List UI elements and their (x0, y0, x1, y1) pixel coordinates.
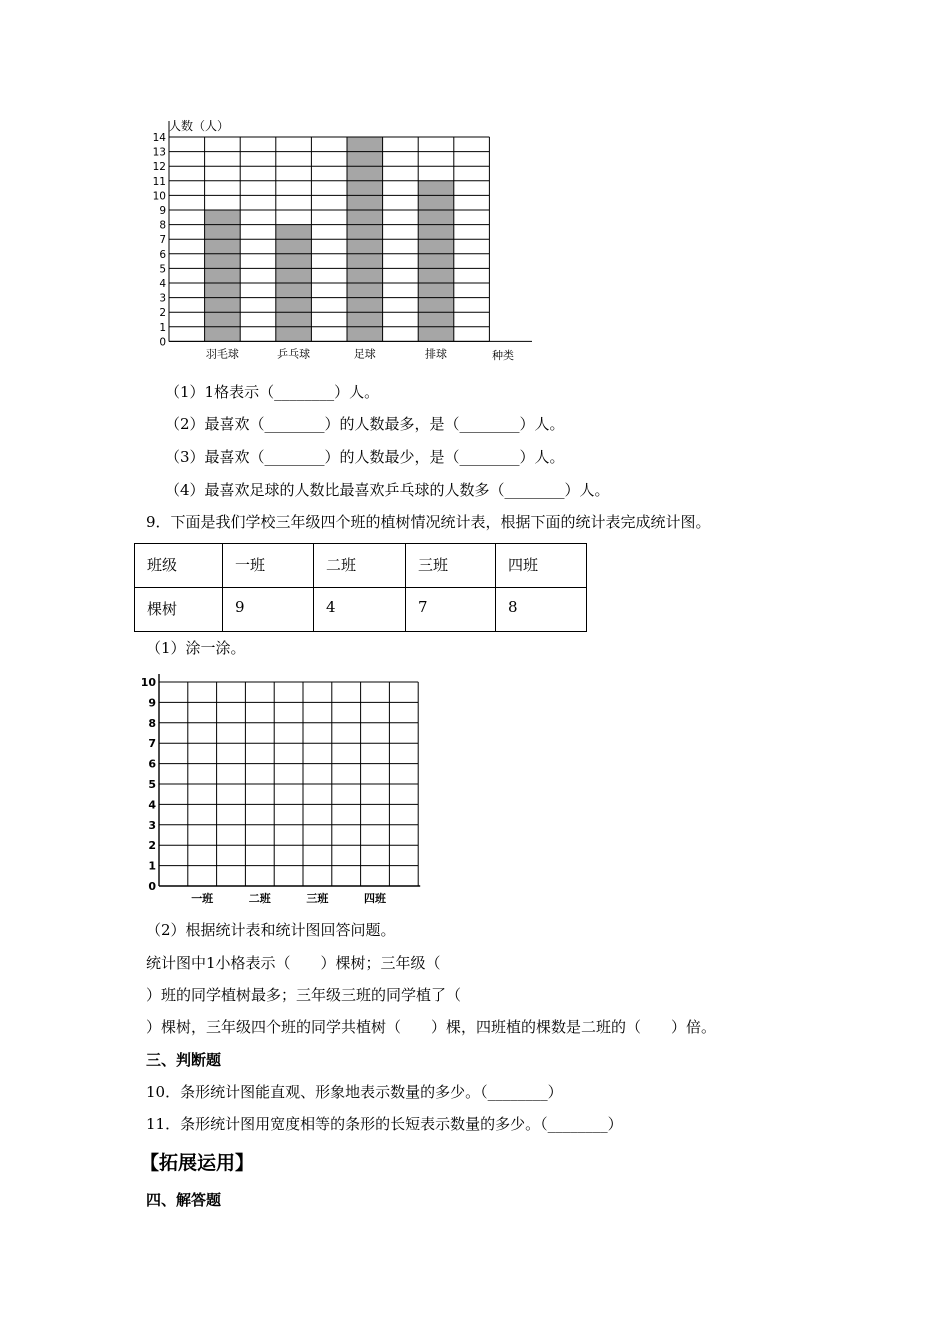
y-tick-label: 11 (152, 175, 166, 188)
section-3-heading: 三、判断题 (146, 1051, 222, 1069)
y-tick-label: 12 (152, 161, 166, 174)
y-tick-label: 7 (148, 737, 156, 751)
x-category-label: 排球 (425, 347, 447, 361)
table-cell: 4 (314, 588, 406, 632)
y-tick-label: 6 (159, 248, 166, 261)
x-category-label: 一班 (191, 892, 214, 905)
y-tick-label: 0 (148, 880, 156, 893)
y-tick-label: 10 (140, 676, 156, 689)
q8-subquestion-3: （3）最喜欢（________）的人数最少，是（________）人。 (165, 448, 565, 466)
y-tick-label: 5 (148, 778, 156, 791)
x-category-label: 二班 (248, 892, 271, 905)
table-row (135, 544, 587, 588)
q8-subquestion-1: （1）1格表示（________）人。 (165, 383, 380, 401)
y-tick-label: 13 (152, 146, 166, 159)
x-category-label: 羽毛球 (205, 347, 239, 361)
y-tick-label: 4 (148, 798, 156, 812)
q9-answer-line-1: 统计图中1小格表示（ ）棵树；三年级（ (146, 954, 441, 972)
q9-answer-line-2: ）班的同学植树最多；三年级三班的同学植了（ (146, 986, 462, 1004)
bar-1 (205, 210, 241, 341)
table-cell: 班级 (135, 544, 223, 588)
q9-part-2: （2）根据统计表和统计图回答问题。 (146, 921, 396, 939)
q8-subquestion-4: （4）最喜欢足球的人数比最喜欢乒乓球的人数多（________）人。 (165, 481, 610, 499)
x-axis-label: 种类 (492, 349, 514, 362)
q9-title: 9．下面是我们学校三年级四个班的植树情况统计表，根据下面的统计表完成统计图。 (146, 513, 711, 531)
x-category-label: 乒乓球 (277, 347, 311, 361)
y-tick-label: 6 (148, 757, 156, 771)
y-tick-label: 8 (159, 219, 166, 232)
q10: 10．条形统计图能直观、形象地表示数量的多少。（________） (146, 1083, 563, 1101)
table-cell: 7 (406, 588, 496, 632)
q8-subquestion-2: （2）最喜欢（________）的人数最多，是（________）人。 (165, 415, 565, 433)
x-category-label: 足球 (353, 347, 376, 361)
y-tick-label: 7 (159, 234, 166, 247)
section-4-heading: 四、解答题 (146, 1191, 222, 1209)
y-tick-label: 5 (159, 263, 166, 276)
y-tick-label: 9 (148, 696, 156, 710)
y-tick-label: 10 (152, 190, 166, 203)
x-category-label: 四班 (364, 892, 386, 905)
table-cell: 棵树 (135, 588, 223, 632)
table-cell: 8 (496, 588, 587, 632)
tree-grid-chart (140, 672, 430, 908)
x-category-label: 三班 (306, 892, 329, 905)
extension-heading: 【拓展运用】 (140, 1152, 255, 1174)
y-tick-label: 1 (148, 859, 156, 873)
bar-4 (418, 181, 454, 342)
table-cell: 二班 (314, 544, 406, 588)
y-tick-label: 3 (159, 292, 166, 305)
y-tick-label: 0 (159, 336, 166, 349)
y-tick-label: 2 (148, 839, 156, 853)
y-tick-label: 14 (152, 132, 166, 144)
y-tick-label: 3 (148, 818, 156, 832)
table-cell: 四班 (496, 544, 587, 588)
table-cell: 9 (223, 588, 314, 632)
y-tick-label: 2 (159, 307, 166, 320)
sports-bar-chart (140, 115, 540, 370)
y-tick-label: 4 (159, 278, 166, 290)
y-tick-label: 8 (148, 716, 156, 730)
q9-part-1: （1）涂一涂。 (146, 639, 246, 657)
q9-answer-line-3: ）棵树，三年级四个班的同学共植树（ ）棵，四班植的棵数是二班的（ ）倍。 (146, 1018, 717, 1036)
tree-planting-table (134, 543, 587, 632)
table-cell: 一班 (223, 544, 314, 588)
y-tick-label: 9 (159, 205, 166, 217)
y-axis-label: 人数（人） (169, 119, 230, 133)
y-tick-label: 1 (159, 321, 166, 334)
table-cell: 三班 (406, 544, 496, 588)
q11: 11．条形统计图用宽度相等的条形的长短表示数量的多少。（________） (146, 1115, 623, 1133)
table-row (135, 588, 587, 632)
